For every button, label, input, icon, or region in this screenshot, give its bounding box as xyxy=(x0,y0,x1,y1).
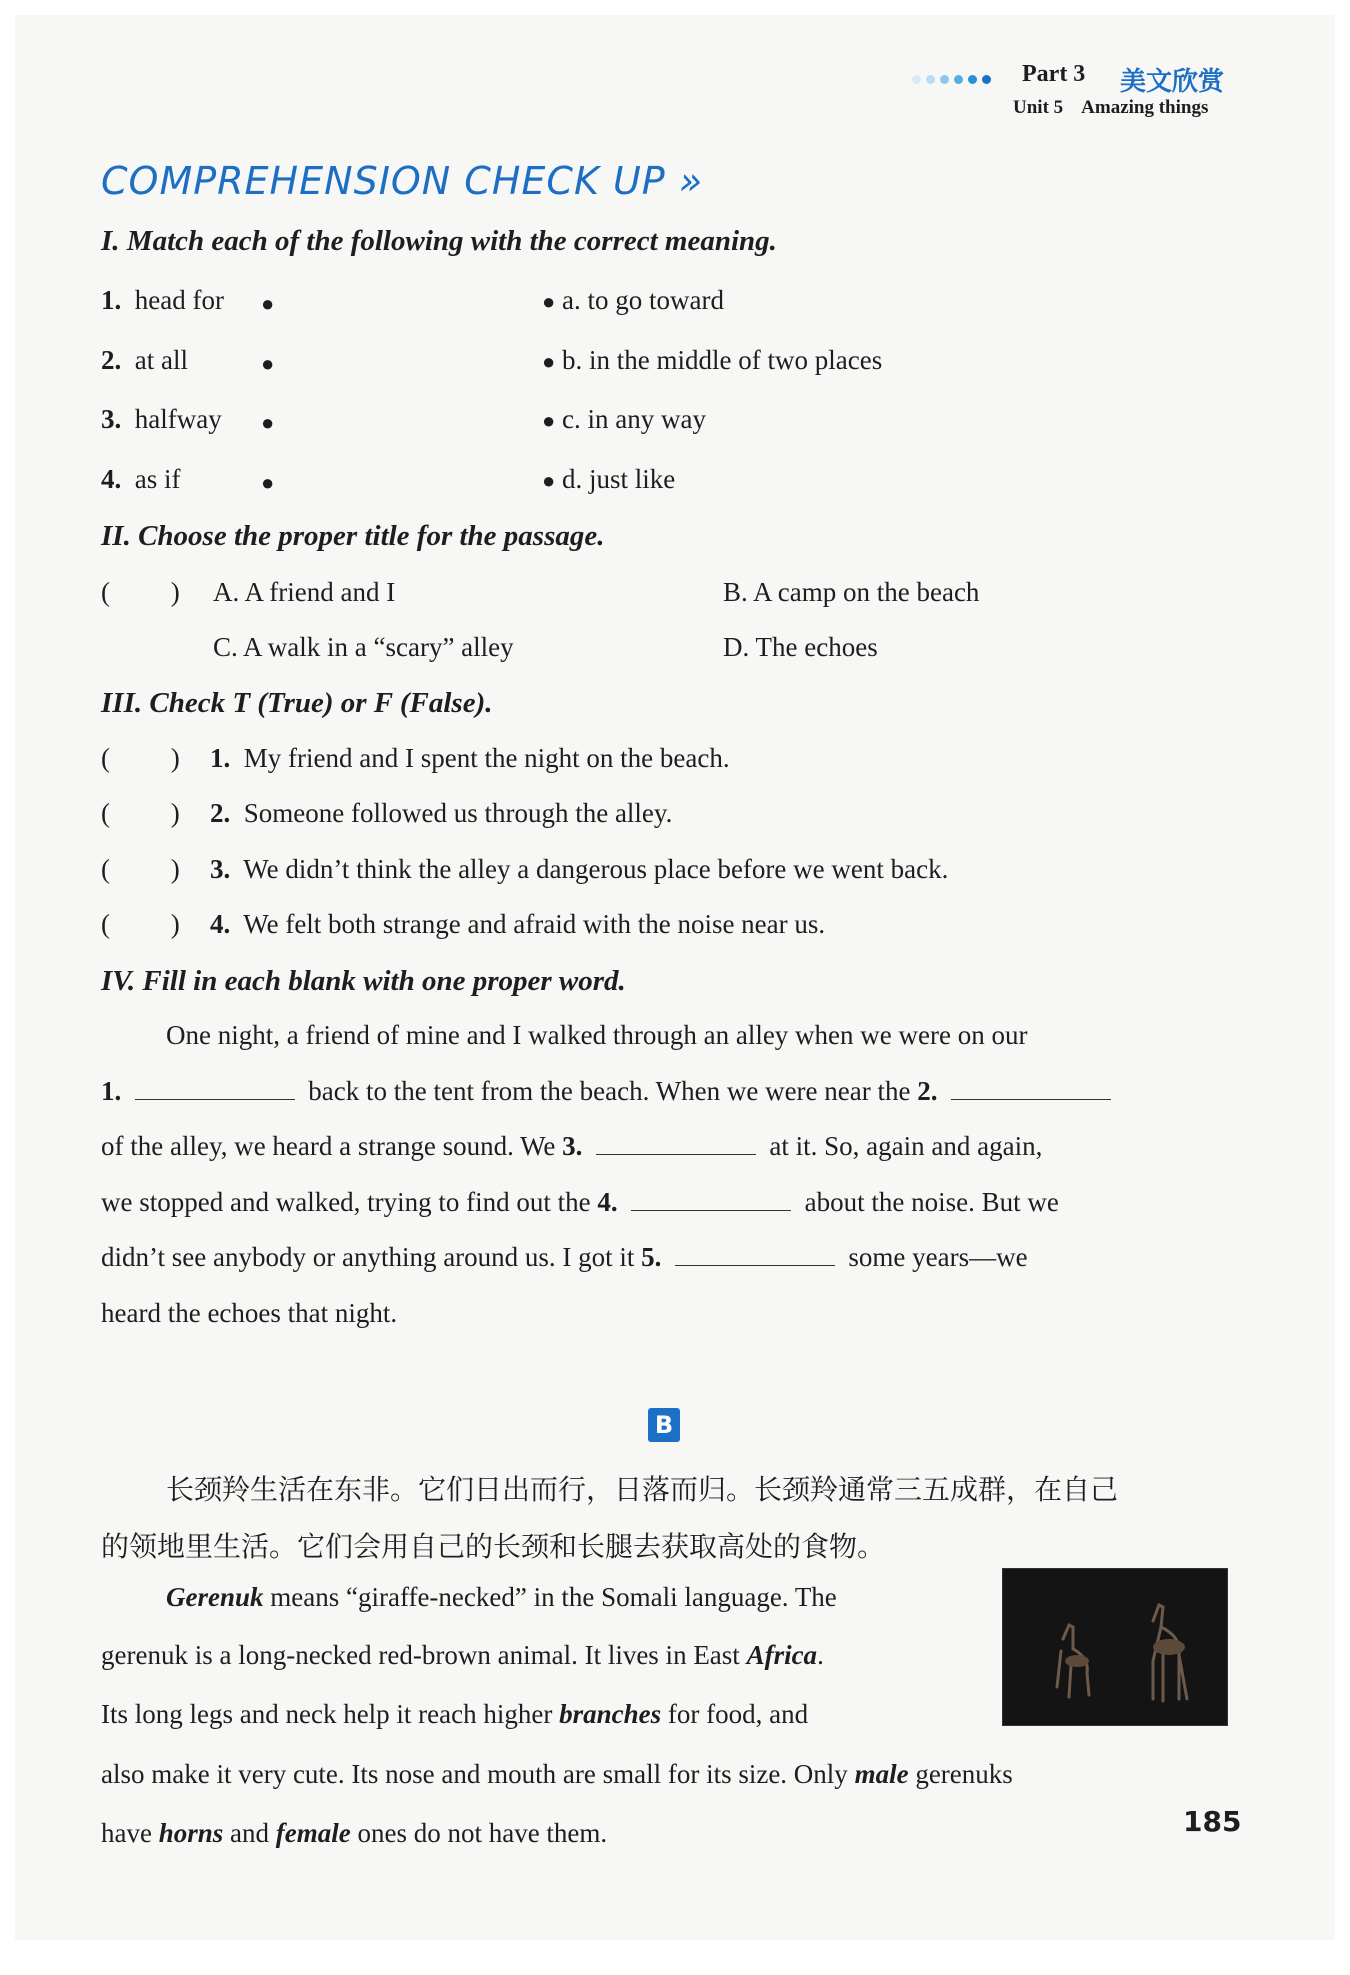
answer-blank[interactable]: ( ) xyxy=(101,577,180,607)
unit-title: Amazing things xyxy=(1081,97,1209,118)
match-right-b: ● b. in the middle of two places xyxy=(542,345,883,375)
gerenuk-photo xyxy=(1002,1568,1228,1726)
cloze-blank-4[interactable] xyxy=(631,1209,791,1211)
gerenuk-illustration xyxy=(1003,1569,1227,1725)
match-right-d: ● d. just like xyxy=(542,464,676,494)
match-dot-left-2[interactable]: ● xyxy=(261,351,275,376)
cloze-line-5: didn’t see anybody or anything around us. I got it 5. some years—we xyxy=(101,1242,1028,1272)
tf-blank-4[interactable]: ( ) xyxy=(101,909,180,939)
match-left-4: 4. as if xyxy=(101,464,181,494)
cloze-line-6: heard the echoes that night. xyxy=(101,1298,398,1328)
option-c[interactable]: C. A walk in a “scary” alley xyxy=(213,632,514,662)
cn-intro-line-2: 的领地里生活。它们会用自己的长颈和长腿去获取高处的食物。 xyxy=(101,1530,886,1563)
match-left-3: 3. halfway xyxy=(101,404,222,434)
match-right-a: ● a. to go toward xyxy=(542,285,725,315)
section1-heading: I. Match each of the following with the correct meaning. xyxy=(101,225,777,257)
header-dot-6 xyxy=(982,75,991,84)
match-dot-right-b[interactable]: ● xyxy=(542,349,556,374)
tf-blank-1[interactable]: ( ) xyxy=(101,743,180,773)
section3-heading: III. Check T (True) or F (False). xyxy=(101,687,493,719)
header-dot-2 xyxy=(926,75,935,84)
cloze-line-1: One night, a friend of mine and I walked through an alley when we were on our xyxy=(166,1020,1028,1050)
cloze-blank-2[interactable] xyxy=(951,1098,1111,1100)
match-left-1: 1. head for xyxy=(101,285,224,315)
cloze-line-2: 1. back to the tent from the beach. When we were near the 2. xyxy=(101,1076,1111,1107)
reading-line-3: Its long legs and neck help it reach higher branches for food, and xyxy=(101,1699,809,1729)
tf-blank-2[interactable]: ( ) xyxy=(101,798,180,828)
match-dot-right-a[interactable]: ● xyxy=(542,289,556,314)
reading-line-2: gerenuk is a long-necked red-brown animal. It lives in East Africa. xyxy=(101,1640,824,1670)
cloze-blank-1[interactable] xyxy=(135,1098,295,1100)
reading-line-5: have horns and female ones do not have them. xyxy=(101,1818,608,1848)
comprehension-banner: COMPREHENSION CHECK UP » xyxy=(101,159,704,203)
option-b[interactable]: B. A camp on the beach xyxy=(723,577,980,607)
match-left-2: 2. at all xyxy=(101,345,188,375)
section2-heading: II. Choose the proper title for the passage. xyxy=(101,520,605,552)
header-dot-3 xyxy=(940,75,949,84)
unit-label xyxy=(1013,97,1226,119)
match-dot-right-c[interactable]: ● xyxy=(542,408,556,433)
reading-line-4: also make it very cute. Its nose and mouth are small for its size. Only male gerenuks xyxy=(101,1759,1013,1789)
header-dot-4 xyxy=(954,75,963,84)
match-dot-left-3[interactable]: ● xyxy=(261,410,275,435)
part-label: Part 3 xyxy=(1022,61,1086,87)
tf-item-1: 1. My friend and I spent the night on the beach. xyxy=(210,743,730,773)
part-title-cn: 美文欣赏 xyxy=(1120,67,1225,97)
cloze-blank-3[interactable] xyxy=(596,1153,756,1155)
textbook-page xyxy=(15,15,1335,1940)
section4-heading: IV. Fill in each blank with one proper word. xyxy=(101,965,626,997)
option-a[interactable]: A. A friend and I xyxy=(213,577,396,607)
match-dot-left-4[interactable]: ● xyxy=(261,470,275,495)
header-dots xyxy=(912,71,996,89)
header-dot-5 xyxy=(968,75,977,84)
cloze-line-4: we stopped and walked, trying to find out the 4. about the noise. But we xyxy=(101,1187,1059,1217)
tf-blank-3[interactable]: ( ) xyxy=(101,854,180,884)
match-right-c: ● c. in any way xyxy=(542,404,706,434)
tf-item-3: 3. We didn’t think the alley a dangerous place before we went back. xyxy=(210,854,949,884)
reading-line-1: Gerenuk means “giraffe-necked” in the Somali language. The xyxy=(166,1582,837,1612)
cloze-line-3: of the alley, we heard a strange sound. We 3. at it. So, again and again, xyxy=(101,1131,1043,1161)
match-dot-left-1[interactable]: ● xyxy=(261,291,275,316)
option-d[interactable]: D. The echoes xyxy=(723,632,878,662)
page-number: 185 xyxy=(1183,1805,1242,1838)
tf-item-2: 2. Someone followed us through the alley. xyxy=(210,798,673,828)
header-dot-1 xyxy=(912,75,921,84)
match-dot-right-d[interactable]: ● xyxy=(542,468,556,493)
cn-intro-line-1: 长颈羚生活在东非。它们日出而行，日落而归。长颈羚通常三五成群，在自己 xyxy=(166,1473,1119,1506)
tf-item-4: 4. We felt both strange and afraid with the noise near us. xyxy=(210,909,826,939)
section-b-tag: B xyxy=(648,1408,680,1442)
unit-number: Unit 5 xyxy=(1013,97,1064,118)
cloze-blank-5[interactable] xyxy=(675,1264,835,1266)
